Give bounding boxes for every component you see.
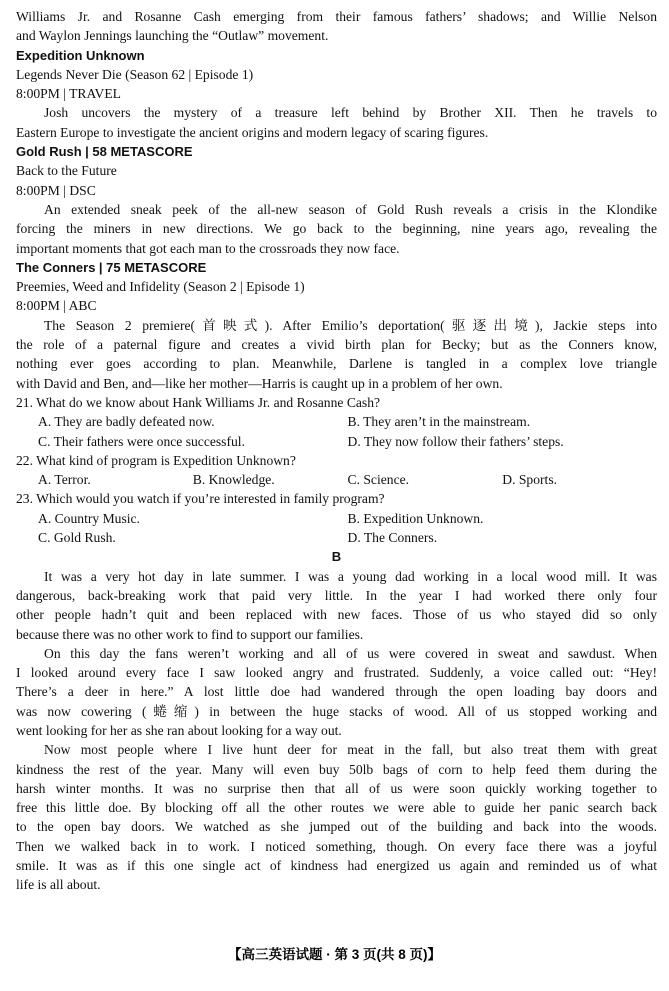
text-line: was now cowering (蜷缩) in between the huge stacks of wood. All of us stopped working and (16, 703, 657, 719)
text-line: with David and Ben, and—like her mother—Harris is caught up in a problem of her own. (16, 375, 503, 391)
text-line: the role of a paternal figure and creates a vivid birth plan for Becky; but as the Conners know, (16, 337, 657, 353)
text-line: Williams Jr. and Rosanne Cash emerging from their famous fathers’ shadows; and Willie Nelson (16, 9, 657, 24)
intro-text (16, 7, 657, 46)
program-time: 8:00PM | TRAVEL (16, 86, 121, 102)
program-time: 8:00PM | DSC (16, 182, 96, 198)
text-line: Eastern Europe to investigate the ancient origins and modern legacy of scaring figures. (16, 124, 489, 140)
program-the-conners (16, 258, 657, 393)
passage-paragraph-3 (16, 740, 657, 894)
passage-paragraph-2 (16, 644, 657, 740)
program-episode: Legends Never Die (Season 62 | Episode 1) (16, 66, 254, 82)
program-episode: Preemies, Weed and Infidelity (Season 2 | Episode 1) (16, 279, 305, 295)
text-line: On this day the fans weren’t working and all of us were covered in sweat and sawdust. When (44, 645, 657, 661)
text-line: important moments that got each man to the crossroads they now face. (16, 240, 400, 256)
program-episode: Back to the Future (16, 163, 117, 179)
text-line: Now most people where I live hunt deer for meat in the fall, but also treat them with great (44, 742, 657, 758)
text-line: harsh winter months. It was no surprise then that all of us were soon quickly working together to (16, 780, 657, 796)
program-time: 8:00PM | ABC (16, 298, 97, 314)
program-gold-rush (16, 142, 657, 258)
passage-paragraph-1 (16, 567, 657, 644)
text-line: went looking for her as she ran about looking for a way out. (16, 722, 342, 738)
text-line: life is all about. (16, 877, 101, 893)
option-b: B. Expedition Unknown. (347, 510, 484, 526)
question-stem: 23. Which would you watch if you’re interested in family program? (16, 491, 385, 507)
option-c: C. Science. (347, 472, 410, 488)
question-stem: 21. What do we know about Hank Williams Jr. and Rosanne Cash? (16, 394, 381, 410)
question-21 (16, 393, 657, 451)
option-b: B. Knowledge. (192, 472, 275, 488)
option-d: D. The Conners. (347, 530, 438, 546)
option-c: C. Gold Rush. (38, 530, 116, 546)
text-line: Then we walked back in to work. I noticed something, though. On every face there was a joyful (16, 838, 657, 854)
text-line: The Season 2 premiere(首映式). After Emilio’s deportation(驱逐出境), Jackie steps into (44, 317, 657, 333)
text-line: forcing the miners in new directions. We go back to the beginning, nine years ago, revealing the (16, 221, 657, 237)
text-line: An extended sneak peek of the all-new season of Gold Rush reveals a crisis in the Klondike (44, 201, 657, 217)
text-line: kindness the rest of the year. Many will even buy 50lb bags of corn to help feed them during the (16, 761, 657, 777)
option-b: B. They aren’t in the mainstream. (347, 414, 531, 430)
question-stem: 22. What kind of program is Expedition Unknown? (16, 452, 296, 468)
option-d: D. Sports. (502, 472, 558, 488)
option-a: A. They are badly defeated now. (38, 414, 215, 430)
option-c: C. Their fathers were once successful. (38, 433, 245, 449)
program-expedition-unknown (16, 46, 657, 142)
text-line: free this little doe. By blocking off all the other routes we were able to guide her panic search back (16, 800, 657, 816)
option-a: A. Terror. (38, 472, 91, 488)
question-23 (16, 489, 657, 547)
program-title: The Conners (16, 259, 96, 275)
option-d: D. They now follow their fathers’ steps. (347, 433, 564, 449)
text-line: I looked around every face I saw looked angry and frustrated. Suddenly, a voice called out: “Hey! (16, 665, 657, 681)
text-line: It was a very hot day in late summer. I was a young dad working in a local wood mill. It was (44, 568, 657, 584)
question-22 (16, 451, 657, 490)
text-line: because there was no other work to find to support our families. (16, 626, 364, 642)
program-title: Expedition Unknown (16, 47, 145, 63)
option-a: A. Country Music. (38, 510, 140, 526)
text-line: other people hadn’t quit and been replaced with new faces. Those of us who stayed did so only (16, 607, 657, 623)
program-score: | 58 METASCORE (85, 144, 193, 160)
program-score: | 75 METASCORE (98, 259, 207, 275)
program-title: Gold Rush (16, 144, 82, 160)
page-footer: 【高三英语试题 · 第 3 页(共 8 页)】 (227, 947, 441, 962)
text-line: smile. It was as if this one single act of kindness had energized us again and reminded us of what (16, 858, 657, 874)
text-line: nothing ever goes according to plan. Meanwhile, Darlene is tangled in a complex love triangle (16, 356, 657, 372)
text-line: and Waylon Jennings launching the “Outlaw” movement. (16, 28, 329, 44)
section-label: B (331, 549, 342, 565)
text-line: dangerous, back-breaking work that paid very little. In the year I had worked there only four (16, 587, 657, 603)
text-line: Josh uncovers the mystery of a treasure left behind by Brother XII. Then he travels to (44, 105, 657, 121)
text-line: to the open bay doors. We watched as she jumped out of the building and back into the woods. (16, 819, 657, 835)
text-line: There’s a deer in here.” A lost little doe had wandered through the open loading bay doors and (16, 684, 657, 700)
